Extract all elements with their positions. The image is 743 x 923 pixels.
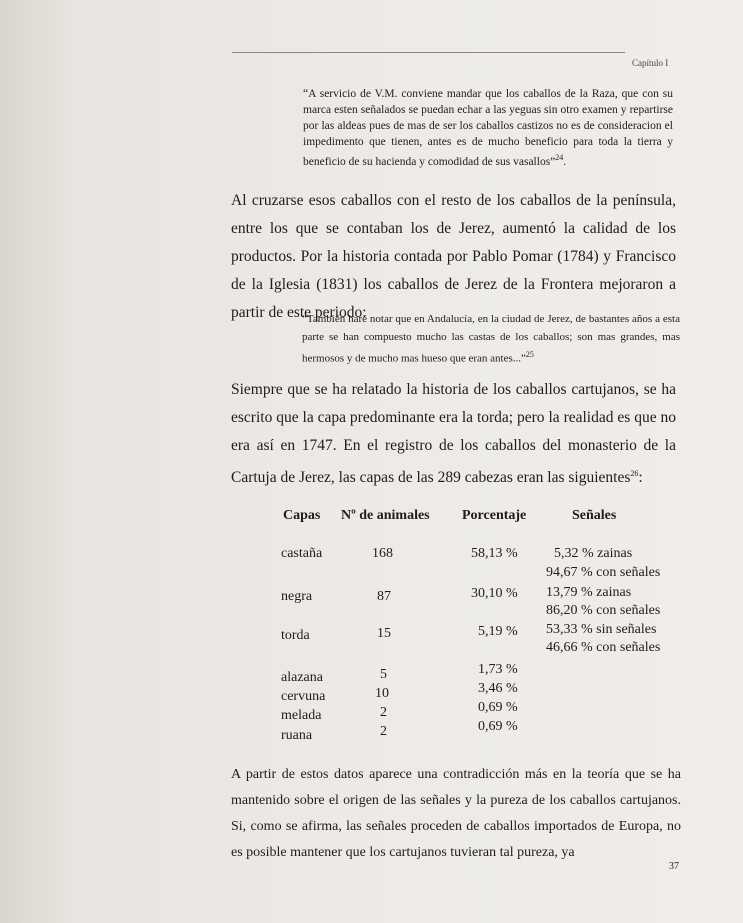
table-header-capas: Capas <box>283 508 321 523</box>
paragraph-2-end: : <box>638 469 643 487</box>
table-header-porcentaje: Porcentaje <box>462 508 527 523</box>
table-cell-senal-2: 86,20 % con señales <box>546 603 661 618</box>
table-cell-n: 10 <box>375 686 389 701</box>
table-cell-capa: castaña <box>281 546 323 561</box>
table-cell-capa: torda <box>281 628 310 643</box>
block-quote-1: “A servicio de V.M. conviene mandar que los caballos de la Raza, que con su marca esten señalados se puedan echar a las yeguas sin otro examen y repartirse por las aldeas pues de mas de ser los caballos castizos no es de consideracion el impedimento que tienen, antes es de mucho beneficio para toda la tierra y beneficio de su hacienda y comodidad de sus vasallos”$^{24}$. <box>303 88 673 168</box>
table-cell-pct: 0,69 % <box>478 700 518 715</box>
table-cell-n: 5 <box>380 667 387 682</box>
paragraph-3: A partir de estos datos aparece una contradicción más en la teoría que se ha mantenido sobre el origen de las señales y la pureza de los caballos cartujanos. Si, como se afirma, las señales proceden de caballos importados de Europa, no es posible mantener que los cartujanos tuvieran tal pureza, ya <box>231 767 681 860</box>
table-cell-senal-2: 46,66 % con señales <box>546 640 661 655</box>
table-cell-n: 168 <box>372 546 393 561</box>
paragraph-2 <box>231 376 676 492</box>
table-cell-senal-1: 53,33 % sin señales <box>546 622 657 637</box>
paragraph-2-text: Siempre que se ha relatado la historia de los caballos cartujanos, se ha escrito que la capa predominante era la torda; pero la realidad es que no era así en 1747. En el registro de los caballos del monasterio de la Cartuja de Jerez, las capas de las 289 cabezas eran las siguientes <box>231 381 676 487</box>
quote2-text: “También haré notar que en Andalucía, en la ciudad de Jerez, de bastantes años a esta parte se han compuesto mucho las castas de los caballos; son mas grandes, mas hermosos y de mucho mas hueso que eran antes...” <box>302 313 680 365</box>
footnote-ref-26: 26 <box>630 469 639 478</box>
table-cell-capa: ruana <box>281 728 313 743</box>
running-header: Capítulo I <box>632 58 669 68</box>
table-cell-pct: 0,69 % <box>478 719 518 734</box>
table-header-senales: Señales <box>572 508 617 523</box>
table-cell-senal-1: 13,79 % zainas <box>546 585 632 600</box>
table-cell-pct: 58,13 % <box>471 546 518 561</box>
table-cell-pct: 5,19 % <box>478 624 518 639</box>
table-cell-n: 87 <box>377 589 391 604</box>
table-cell-senal-1: 5,32 % zainas <box>554 546 633 561</box>
page-number: 37 <box>669 861 679 872</box>
table-cell-capa: melada <box>281 708 322 723</box>
table-cell-pct: 1,73 % <box>478 662 518 677</box>
quote1-text: “A servicio de V.M. conviene mandar que los caballos de la Raza, que con su marca esten señalados se puedan echar a las yeguas sin otro examen y repartirse por las aldeas pues de mas de ser los caballos castizos no es de consideracion el impedimento que tienen, antes es de mucho beneficio para toda la tierra y beneficio de su hacienda y comodidad de sus vasallos” <box>303 88 673 168</box>
footnote-ref-25: 25 <box>525 350 534 359</box>
footnote-ref-24: 24 <box>555 153 564 162</box>
table-cell-capa: negra <box>281 589 313 604</box>
table-cell-n: 15 <box>377 626 391 641</box>
table-header-animales: Nº de animales <box>341 508 430 523</box>
header-rule <box>232 52 625 53</box>
table-cell-pct: 3,46 % <box>478 681 518 696</box>
block-quote-2 <box>302 310 680 368</box>
table-cell-n: 2 <box>380 724 387 739</box>
table-cell-pct: 30,10 % <box>471 586 518 601</box>
table-cell-n: 2 <box>380 705 387 720</box>
table-cell-capa: cervuna <box>281 689 326 704</box>
table-cell-senal-2: 94,67 % con señales <box>546 565 661 580</box>
paragraph-1: Al cruzarse esos caballos con el resto de los caballos de la península, entre los que se contaban los de Jerez, aumentó la calidad de los productos. Por la historia contada por Pablo Pomar (1784) y Francisco de la Iglesia (1831) los caballos de Jerez de la Frontera mejoraron a partir de este periodo: <box>231 192 676 321</box>
table-cell-capa: alazana <box>281 670 323 685</box>
